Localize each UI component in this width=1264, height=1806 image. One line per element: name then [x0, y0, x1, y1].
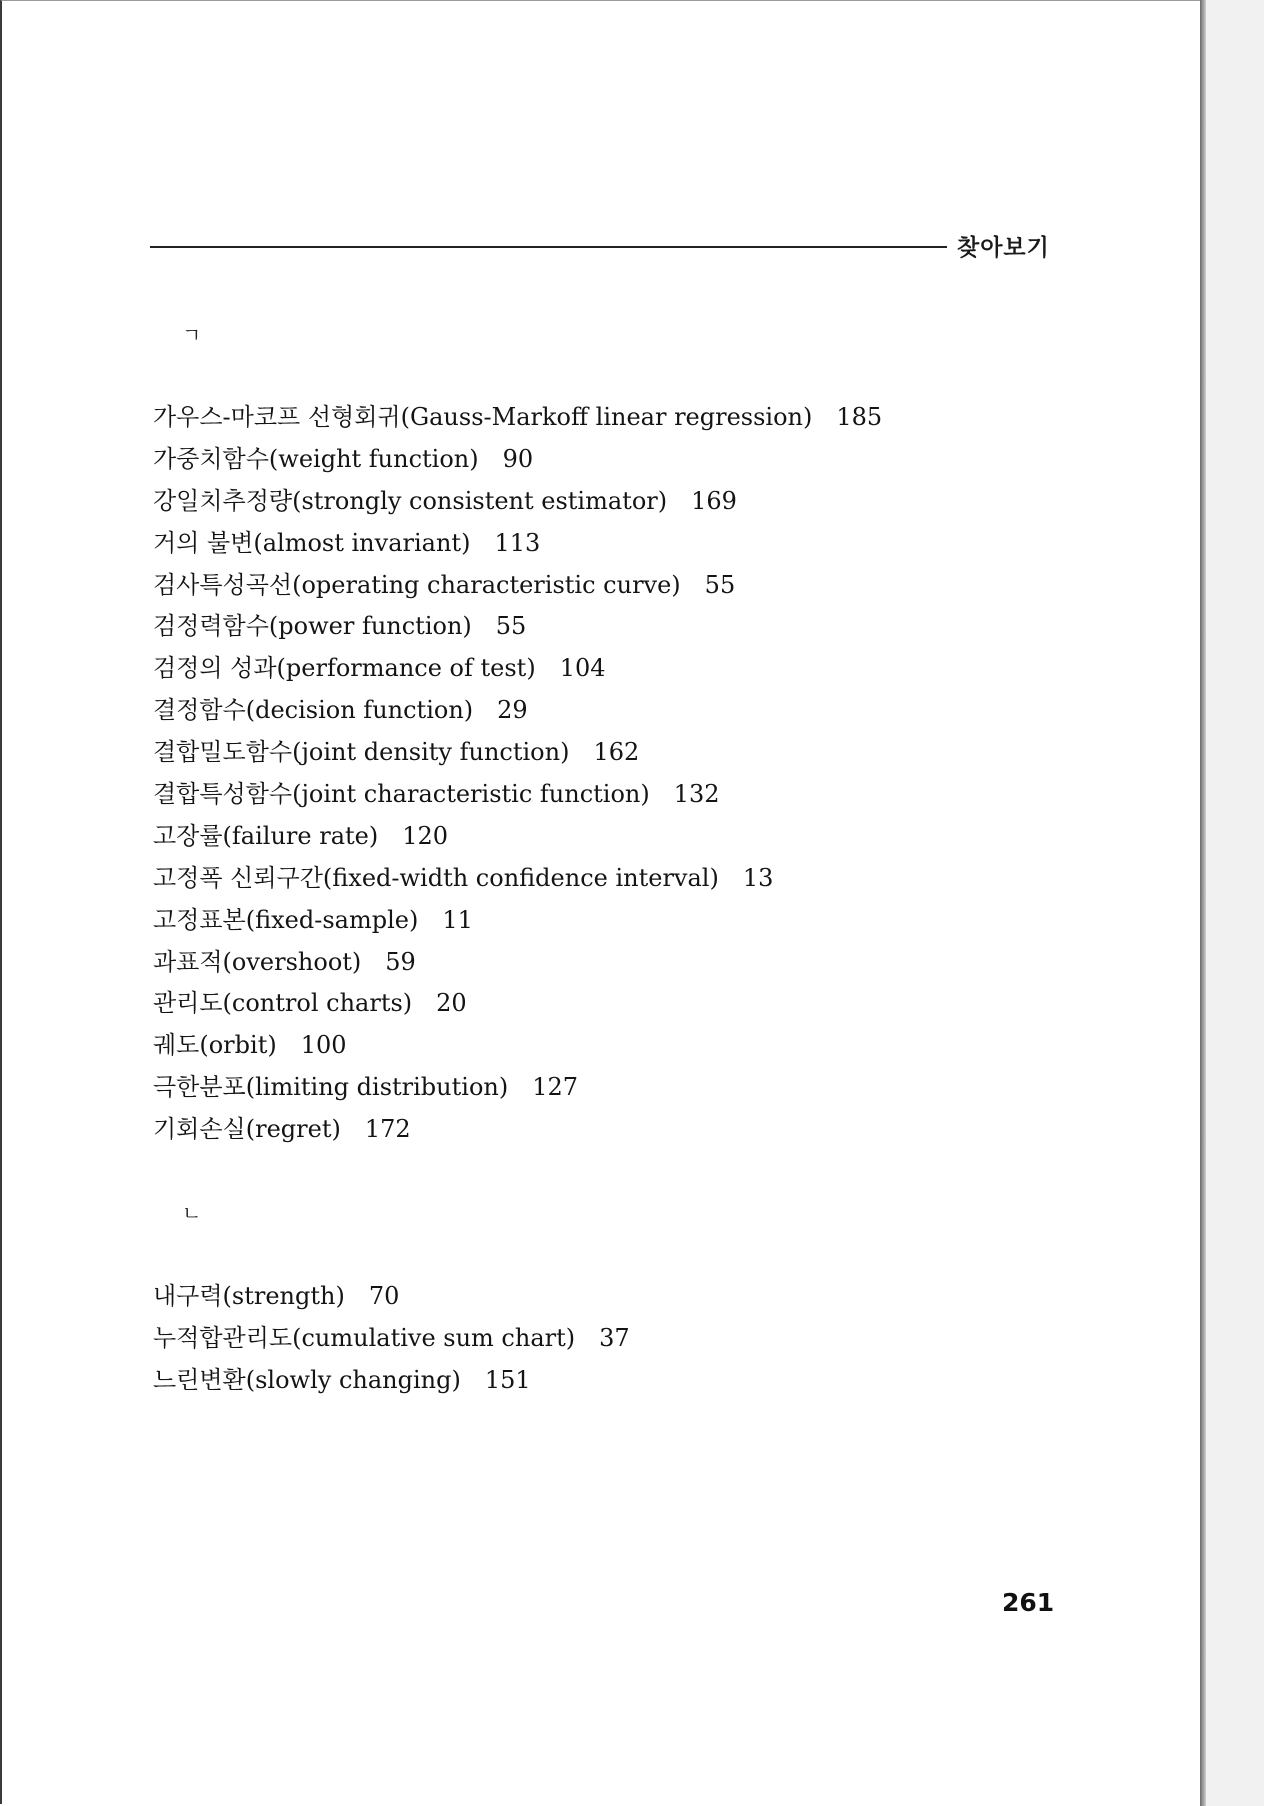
entry-term: 검정의 성과(performance of test): [153, 654, 536, 683]
section-letter-giyeok: ㄱ: [182, 323, 202, 347]
index-entry: [153, 397, 882, 439]
index-entry: [153, 858, 882, 900]
entry-term: 결합특성함수(joint characteristic function): [153, 780, 650, 809]
entry-page: 100: [300, 1031, 347, 1060]
entry-page: 127: [532, 1073, 579, 1102]
entry-term: 결정함수(decision function): [153, 696, 474, 725]
entry-page: 55: [495, 612, 527, 641]
index-list-nieun: [153, 1276, 630, 1402]
entry-page: 120: [402, 821, 449, 850]
index-entry: [153, 942, 882, 984]
entry-term: 검정력함수(power function): [153, 612, 472, 641]
entry-page: 20: [436, 989, 467, 1018]
entry-term: 관리도(control charts): [153, 989, 413, 1018]
index-entry: [153, 648, 882, 690]
index-entry: [153, 481, 882, 523]
page-number: 261: [1002, 1588, 1055, 1617]
entry-term: 거의 불변(almost invariant): [153, 528, 471, 557]
entry-page: 70: [368, 1282, 400, 1310]
index-entry: [153, 439, 882, 481]
section-letter-nieun: ㄴ: [182, 1201, 202, 1225]
entry-page: 90: [502, 444, 534, 473]
entry-page: 55: [704, 570, 736, 599]
entry-term: 강일치추정량(strongly consistent estimator): [153, 486, 668, 515]
index-entry: [153, 774, 882, 816]
entry-term: 내구력(strength): [153, 1282, 345, 1310]
entry-page: 59: [385, 947, 416, 976]
entry-term: 기회손실(regret): [153, 1115, 341, 1144]
index-entry: [153, 523, 882, 565]
entry-term: 과표적(overshoot): [153, 947, 362, 976]
index-entry: [153, 1318, 630, 1360]
entry-term: 고정표본(fixed-sample): [153, 905, 419, 934]
entry-page: 169: [691, 486, 737, 515]
entry-page: 113: [494, 528, 541, 557]
entry-term: 누적합관리도(cumulative sum chart): [153, 1323, 576, 1352]
index-entry: [153, 1109, 882, 1151]
entry-page: 29: [497, 696, 528, 725]
entry-term: 고장률(failure rate): [153, 821, 379, 850]
entry-term: 가중치함수(weight function): [153, 444, 479, 473]
index-entry: [153, 900, 882, 942]
entry-page: 172: [364, 1115, 411, 1144]
index-entry: [153, 732, 882, 774]
entry-term: 가우스-마코프 선형회귀(Gauss-Markoff linear regression): [153, 403, 813, 431]
running-head: 찾아보기: [957, 235, 1050, 261]
entry-page: 185: [836, 403, 883, 431]
index-entry: [153, 1025, 882, 1067]
entry-term: 결합밀도함수(joint density function): [153, 738, 570, 767]
viewer-gutter: [1206, 0, 1264, 1806]
entry-page: 37: [599, 1323, 630, 1352]
entry-page: 13: [742, 863, 774, 892]
index-entry: [153, 565, 882, 607]
entry-term: 느린변환(slowly changing): [153, 1365, 461, 1394]
header-rule: [150, 246, 947, 248]
index-entry: [153, 606, 882, 648]
index-entry: [153, 1276, 630, 1318]
index-list-giyeok: [153, 397, 882, 1151]
entry-term: 고정폭 신뢰구간(fixed-width confidence interval): [153, 863, 719, 892]
index-entry: [153, 983, 882, 1025]
entry-page: 162: [593, 738, 640, 767]
entry-page: 104: [559, 654, 606, 683]
entry-page: 11: [442, 905, 473, 934]
index-entry: [153, 816, 882, 858]
entry-page: 151: [484, 1365, 531, 1394]
index-entry: [153, 690, 882, 732]
index-entry: [153, 1360, 630, 1402]
entry-term: 검사특성곡선(operating characteristic curve): [153, 570, 681, 599]
entry-term: 궤도(orbit): [153, 1031, 277, 1060]
entry-page: 132: [673, 780, 720, 809]
index-entry: [153, 1067, 882, 1109]
entry-term: 극한분포(limiting distribution): [153, 1073, 509, 1102]
